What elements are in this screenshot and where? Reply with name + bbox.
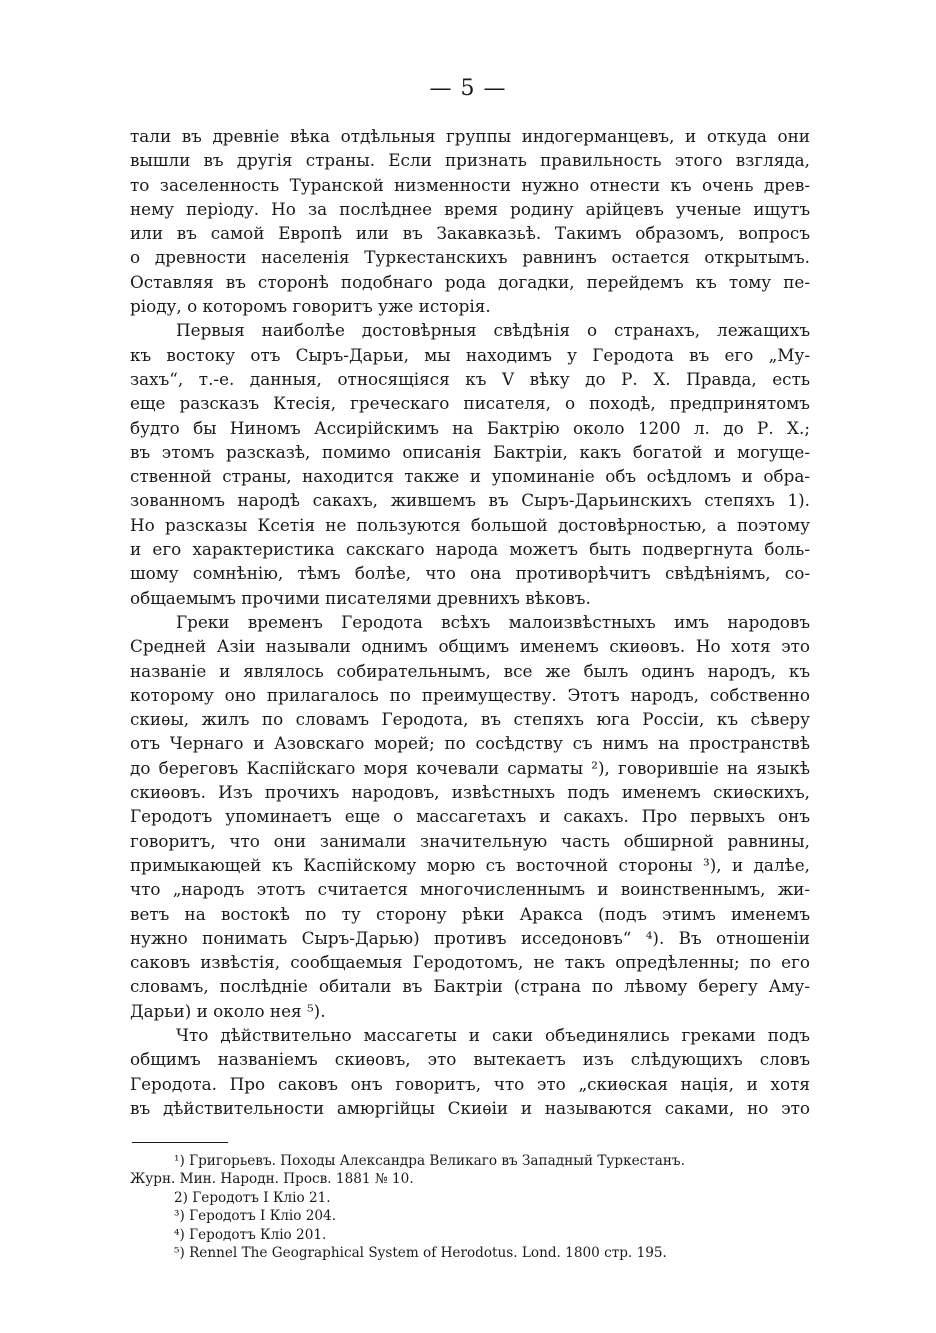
text-line: зованномъ народѣ сакахъ, жившемъ въ Сыръ-Дарьинскихъ степяхъ 1).: [130, 490, 810, 511]
body-text: [130, 124, 810, 1120]
text-line: скиѳы, жилъ по словамъ Геродота, въ степяхъ юга Россіи, къ сѣверу: [130, 709, 810, 730]
text-line: общаемымъ прочими писателями древнихъ вѣковъ.: [130, 587, 591, 608]
text-line: которому оно прилагалось по преимуществу. Этотъ народъ, собственно: [130, 684, 810, 705]
text-line: Дарьи) и около нея ⁵).: [130, 1000, 326, 1021]
text-line: Первыя наиболѣе достовѣрныя свѣдѣнія о странахъ, лежащихъ: [176, 320, 810, 341]
footnote-divider: [132, 1142, 228, 1143]
text-line: словамъ, послѣдніе обитали въ Бактріи (страна по лѣвому берегу Аму-: [130, 976, 810, 997]
text-line: нему періоду. Но за послѣднее время родину арійцевъ ученые ищутъ: [130, 198, 810, 219]
text-line: шому сомнѣнію, тѣмъ болѣе, что она противорѣчитъ свѣдѣніямъ, со-: [130, 563, 810, 584]
text-line: или въ самой Европѣ или въ Закавказьѣ. Такимъ образомъ, вопросъ: [130, 223, 810, 244]
text-line: Но разсказы Ксетія не пользуются большой достовѣрностью, а поэтому: [130, 514, 810, 535]
text-line: и его характеристика сакскаго народа можетъ быть подвергнута боль-: [130, 539, 810, 560]
text-line: о древности населенія Туркестанскихъ равнинъ остается открытымъ.: [130, 247, 810, 268]
text-line: будто бы Ниномъ Ассирійскимъ на Бактрію около 1200 л. до Р. Х.;: [130, 417, 810, 438]
text-line: ріоду, о которомъ говоритъ уже исторія.: [130, 296, 491, 317]
text-line: до береговъ Каспійскаго моря кочевали сарматы ²), говорившіе на языкѣ: [130, 757, 810, 778]
text-line: примыкающей къ Каспійскому морю съ восточной стороны ³), и далѣе,: [130, 854, 810, 875]
page-number: — 5 —: [429, 76, 507, 101]
text-line: нужно понимать Сыръ-Дарью) противъ исседоновъ“ ⁴). Въ отношеніи: [130, 927, 810, 948]
footnote-5: ⁵) Rennel The Geographical System of Herodotus. Lond. 1800 стр. 195.: [174, 1244, 667, 1261]
footnote-3: ³) Геродотъ I Кліо 204.: [174, 1208, 337, 1225]
text-line: саковъ извѣстія, сообщаемыя Геродотомъ, не такъ опредѣленны; по его: [130, 952, 810, 973]
text-line: въ этомъ разсказѣ, помимо описанія Бактріи, какъ богатой и могуще-: [130, 441, 810, 462]
text-line: захъ“, т.-е. данныя, относящіяся къ V вѣку до Р. Х. Правда, есть: [130, 368, 810, 389]
footnote-4: ⁴) Геродотъ Кліо 201.: [174, 1226, 327, 1243]
footnote-1: ¹) Григорьевъ. Походы Александра Великаго въ Западный Туркестанъ.: [174, 1153, 685, 1169]
text-line: то заселенность Туранской низменности нужно отнести къ очень древ-: [130, 174, 810, 195]
text-line: къ востоку отъ Сыръ-Дарьи, мы находимъ у Геродота въ его „Му-: [130, 344, 810, 365]
text-line: скиѳовъ. Изъ прочихъ народовъ, извѣстныхъ подъ именемъ скиѳскихъ,: [130, 782, 810, 803]
text-line: говоритъ, что они занимали значительную часть обширной равнины,: [130, 830, 810, 851]
text-line: что „народъ этотъ считается многочисленнымъ и воинственнымъ, жи-: [130, 879, 810, 900]
text-line: въ дѣйствительности амюргійцы Скиѳіи и называются саками, но это: [130, 1097, 810, 1118]
text-line: Геродотъ упоминаетъ еще о массагетахъ и сакахъ. Про первыхъ онъ: [130, 806, 810, 827]
text-line: Средней Азіи называли однимъ общимъ именемъ скиѳовъ. Но хотя это: [130, 636, 810, 657]
footnotes: [130, 1152, 810, 1262]
text-line: названіе и являлось собирательнымъ, все же былъ одинъ народъ, къ: [130, 660, 810, 681]
text-line: вышли въ другія страны. Если признать правильность этого взгляда,: [130, 150, 810, 171]
text-line: отъ Чернаго и Азовскаго морей; по сосѣдству съ нимъ на пространствѣ: [130, 733, 810, 754]
footnote-1-continued: Журн. Мин. Народн. Просв. 1881 № 10.: [130, 1171, 414, 1188]
text-line: ственной страны, находится также и упоминаніе объ осѣдломъ и обра-: [130, 466, 810, 487]
footnote-2: 2) Геродотъ I Кліо 21.: [174, 1189, 331, 1206]
text-line: еще разсказъ Ктесія, греческаго писателя, о походѣ, предпринятомъ: [130, 393, 810, 414]
text-line: Оставляя въ сторонѣ подобнаго рода догадки, перейдемъ къ тому пе-: [130, 271, 810, 292]
text-line: Греки временъ Геродота всѣхъ малоизвѣстныхъ имъ народовъ: [176, 611, 810, 632]
text-line: общимъ названіемъ скиѳовъ, это вытекаетъ изъ слѣдующихъ словъ: [130, 1049, 810, 1070]
text-line: ветъ на востокѣ по ту сторону рѣки Аракса (подъ этимъ именемъ: [130, 903, 810, 924]
text-line: Что дѣйствительно массагеты и саки объединялись греками подъ: [176, 1024, 810, 1045]
text-line: тали въ древніе вѣка отдѣльныя группы индогерманцевъ, и откуда они: [130, 126, 810, 146]
text-line: Геродота. Про саковъ онъ говоритъ, что это „скиѳская нація, и хотя: [130, 1073, 810, 1094]
